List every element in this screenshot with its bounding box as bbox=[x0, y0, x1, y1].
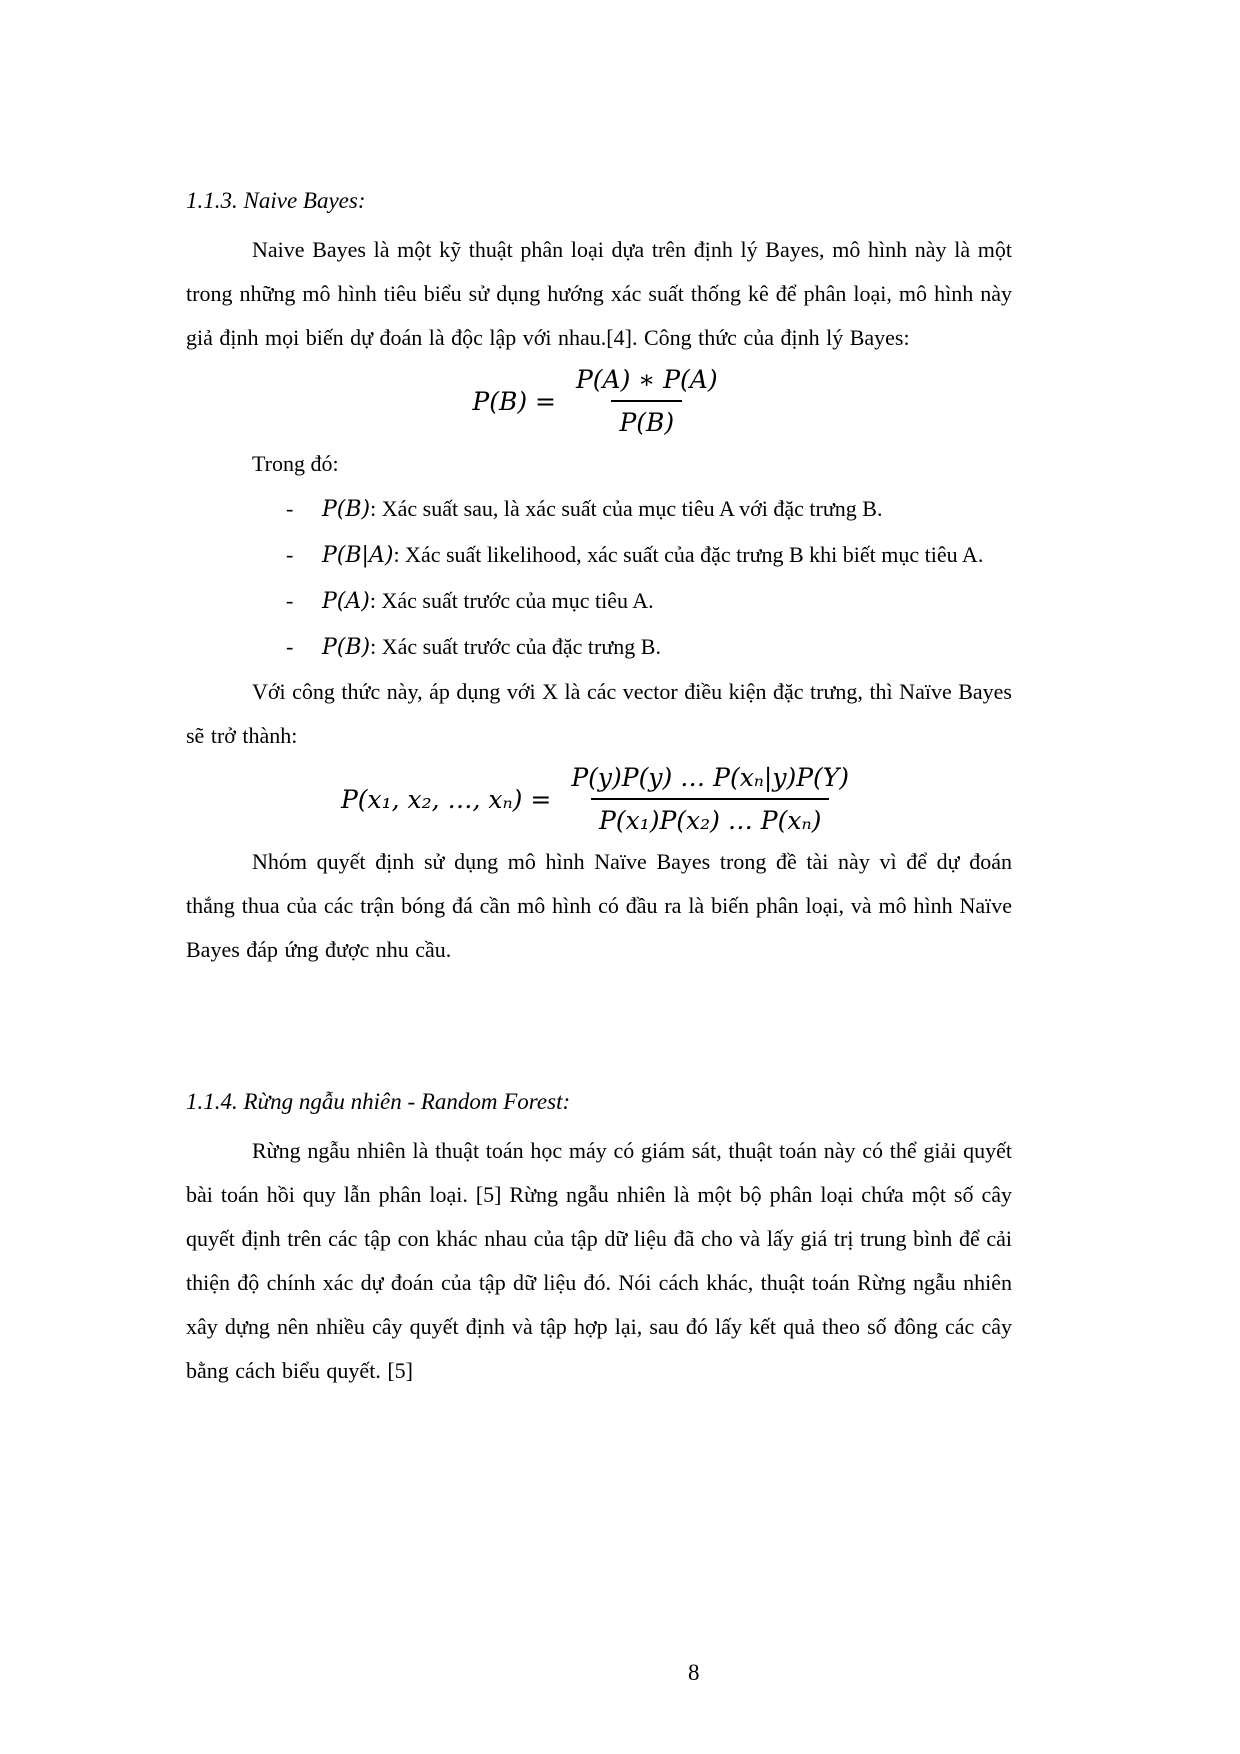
definition-desc: : Xác suất likelihood, xác suất của đặc trưng B khi biết mục tiêu A. bbox=[393, 542, 984, 567]
definition-text bbox=[322, 532, 983, 578]
math-term: P(B|A) bbox=[322, 543, 394, 568]
page-content bbox=[186, 186, 1012, 1393]
definition-text bbox=[322, 624, 661, 670]
section-heading-naive-bayes: 1.1.3. Naive Bayes: bbox=[186, 188, 366, 213]
expansion-formula-fraction bbox=[563, 762, 857, 836]
definition-desc: : Xác suất trước của đặc trưng B. bbox=[370, 634, 661, 659]
definition-desc: : Xác suất trước của mục tiêu A. bbox=[369, 588, 654, 613]
bayes-formula-denominator: P(B) bbox=[611, 400, 682, 438]
bayes-formula-numerator: P(A) ∗ P(A) bbox=[575, 365, 718, 394]
section-heading-random-forest: 1.1.4. Rừng ngẫu nhiên - Random Forest: bbox=[186, 1089, 571, 1114]
math-term: P(A) bbox=[322, 589, 370, 614]
random-forest-paragraph: Rừng ngẫu nhiên là thuật toán học máy có giám sát, thuật toán này có thể giải quyết bài toán hồi quy lẫn phân loại. [5] Rừng ngẫu nhiên là một bộ phân loại chứa một số cây quyết định trên các tập con khác nhau của tập dữ liệu đã cho và lấy giá trị trung bình để cải thiện độ chính xác dự đoán của tập dữ liệu đó. Nói cách khác, thuật toán Rừng ngẫu nhiên xây dựng nên nhiều cây quyết định và tập hợp lại, sau đó lấy kết quả theo số đông các cây bằng cách biểu quyết. [5] bbox=[186, 1138, 1012, 1383]
dash-bullet: - bbox=[286, 496, 294, 521]
dash-bullet: - bbox=[286, 542, 294, 567]
definition-desc: : Xác suất sau, là xác suất của mục tiêu A với đặc trưng B. bbox=[370, 496, 883, 521]
expansion-formula-denominator: P(x₁)P(x₂) … P(xₙ) bbox=[591, 798, 829, 836]
definition-item bbox=[286, 486, 1012, 532]
bayes-formula-lhs: P(B) = bbox=[472, 386, 556, 416]
expansion-formula-lhs: P(x₁, x₂, …, xₙ) = bbox=[340, 784, 552, 814]
bayes-formula-fraction bbox=[568, 364, 726, 438]
naive-bayes-intro-paragraph: Naive Bayes là một kỹ thuật phân loại dựa trên định lý Bayes, mô hình này là một trong những mô hình tiêu biểu sử dụng hướng xác suất thống kê để phân loại, mô hình này giả định mọi biến dự đoán là độc lập với nhau.[4]. Công thức của định lý Bayes: bbox=[186, 237, 1012, 350]
apply-formula-paragraph: Với công thức này, áp dụng với X là các vector điều kiện đặc trưng, thì Naïve Bayes sẽ trở thành: bbox=[186, 679, 1012, 748]
definition-item bbox=[286, 624, 1012, 670]
math-term: P(B) bbox=[322, 635, 371, 660]
definition-text bbox=[322, 486, 882, 532]
definition-item bbox=[286, 578, 1012, 624]
page-number: 8 bbox=[688, 1660, 700, 1685]
definitions-list bbox=[286, 486, 1012, 670]
where-label: Trong đó: bbox=[252, 451, 339, 476]
definition-text bbox=[322, 578, 654, 624]
definition-item bbox=[286, 532, 1012, 578]
dash-bullet: - bbox=[286, 634, 294, 659]
naive-bayes-conclusion-paragraph: Nhóm quyết định sử dụng mô hình Naïve Bayes trong đề tài này vì để dự đoán thắng thua của các trận bóng đá cần mô hình có đầu ra là biến phân loại, và mô hình Naïve Bayes đáp ứng được nhu cầu. bbox=[186, 849, 1012, 962]
math-term: P(B) bbox=[322, 497, 371, 522]
dash-bullet: - bbox=[286, 588, 294, 613]
expansion-formula-numerator: P(y)P(y) … P(xₙ|y)P(Y) bbox=[571, 763, 850, 792]
bayes-formula bbox=[186, 364, 1012, 438]
naive-bayes-expansion-formula bbox=[186, 762, 1012, 836]
